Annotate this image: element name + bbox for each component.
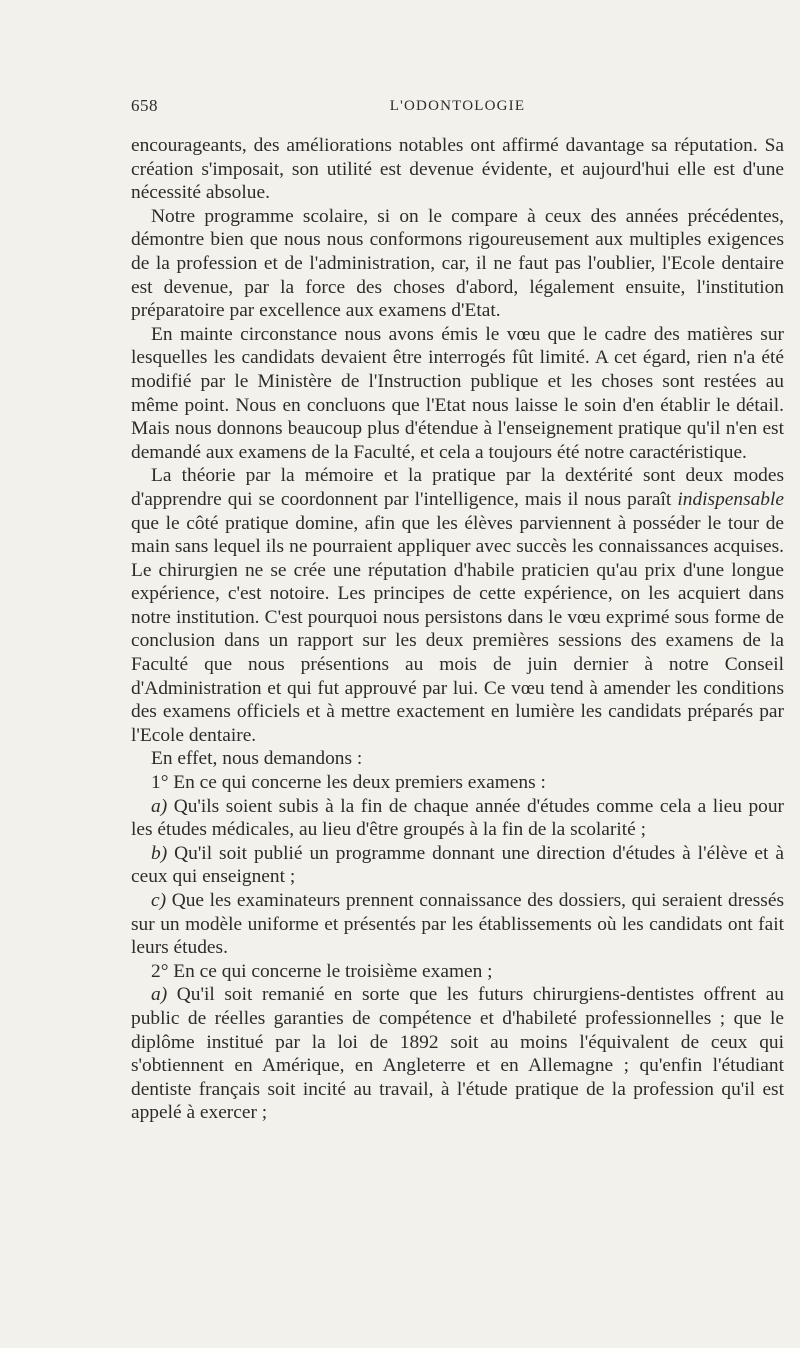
paragraph-voeu-cadre bbox=[131, 323, 784, 465]
list-item-1c bbox=[131, 889, 784, 960]
emphasized-word: indispensable bbox=[677, 488, 784, 510]
list-item-2a bbox=[131, 983, 784, 1125]
item-letter: a) bbox=[151, 795, 168, 817]
paragraph-text: En mainte circonstance nous avons émis le vœu que le cadre des matières sur lesquelles les candidats devaient être interrogés fût limité. A cet égard, rien n'a été modifié par le Ministère de l'Instruction publique et les choses sont restées au même point. Nous en concluons que l'Etat nous laisse le soin d'en établir le détail. Mais nous donnons beaucoup plus d'étendue à l'enseignement pratique qu'il n'en est demandé aux examens de la Faculté, et cela a toujours été notre caractéristique. bbox=[131, 323, 784, 463]
paragraph-text: 1° En ce qui concerne les deux premiers examens : bbox=[151, 772, 546, 794]
paragraph-text: Notre programme scolaire, si on le compare à ceux des années précédentes, démontre bien que nous nous conformons rigoureusement aux multiples exigences de la profession et de l'administration, car, il ne faut pas l'oublier, l'Ecole dentaire est devenue, par la force des choses d'abord, légalement ensuite, l'institution préparatoire par excellence aux examens d'Etat. bbox=[131, 205, 784, 322]
body-text bbox=[131, 134, 784, 1125]
page-number: 658 bbox=[131, 96, 158, 115]
paragraph-text: encourageants, des améliorations notables ont affirmé davantage sa réputation. Sa création s'imposait, son utilité est devenue évidente, et aujourd'hui elle est d'une nécessité absolue. bbox=[131, 135, 784, 204]
list-heading-2 bbox=[131, 960, 784, 984]
paragraph-text: En effet, nous demandons : bbox=[151, 748, 363, 770]
item-text: Que les examinateurs prennent connaissance des dossiers, qui seraient dressés sur un modèle uniforme et présentés par les établissements où les candidats ont fait leurs études. bbox=[131, 890, 784, 959]
paragraph-continuation bbox=[131, 134, 784, 205]
paragraph-theorie-pratique bbox=[131, 464, 784, 747]
paragraph-text: que le côté pratique domine, afin que les élèves parviennent à posséder le tour de main sans lequel ils ne pourraient appliquer avec succès les connaissances acquises. Le chirurgien ne se crée une réputation d'habile praticien qu'au prix d'une longue expérience, c'est notoire. Les principes de cette expérience, on les acquiert dans notre institution. C'est pourquoi nous persistons dans le vœu exprimé sous forme de conclusion dans un rapport sur les deux premières sessions des examens de la Faculté que nous présentions au mois de juin dernier à notre Conseil d'Administration et qui fut approuvé par lui. Ce vœu tend à amender les conditions des examens officiels et à mettre exactement en lumière les candidats préparés par l'Ecole dentaire. bbox=[131, 512, 784, 746]
item-letter: b) bbox=[151, 842, 168, 864]
page-header bbox=[131, 96, 784, 122]
paragraph-text: La théorie par la mémoire et la pratique par la dextérité sont deux modes d'apprendre qui se coordonnent par l'intelligence, mais il nous paraît bbox=[131, 465, 784, 510]
paragraph-text: 2° En ce qui concerne le troisième examen ; bbox=[151, 960, 493, 982]
list-item-1a bbox=[131, 795, 784, 842]
item-text: Qu'il soit publié un programme donnant une direction d'études à l'élève et à ceux qui enseignent ; bbox=[131, 842, 784, 888]
item-letter: a) bbox=[151, 984, 168, 1006]
item-letter: c) bbox=[151, 890, 167, 911]
running-head: L'ODONTOLOGIE bbox=[389, 98, 526, 114]
list-item-1b bbox=[131, 842, 784, 889]
item-text: Qu'ils soient subis à la fin de chaque année d'études comme cela a lieu pour les études médicales, au lieu d'être groupés à la fin de la scolarité ; bbox=[131, 795, 784, 841]
list-heading-1 bbox=[131, 771, 784, 795]
item-text: Qu'il soit remanié en sorte que les futurs chirurgiens-dentistes offrent au public de réelles garanties de compétence et d'habileté professionnelles ; que le diplôme institué par la loi de 1892 soit au moins l'équivalent de ceux qui s'obtiennent en Amérique, en Angleterre et en Allemagne ; qu'enfin l'étudiant dentiste français soit incité au travail, à l'étude pratique de la profession qu'il est appelé à exercer ; bbox=[131, 984, 784, 1124]
paragraph-en-effet bbox=[131, 747, 784, 771]
paragraph-programme-scolaire bbox=[131, 205, 784, 323]
